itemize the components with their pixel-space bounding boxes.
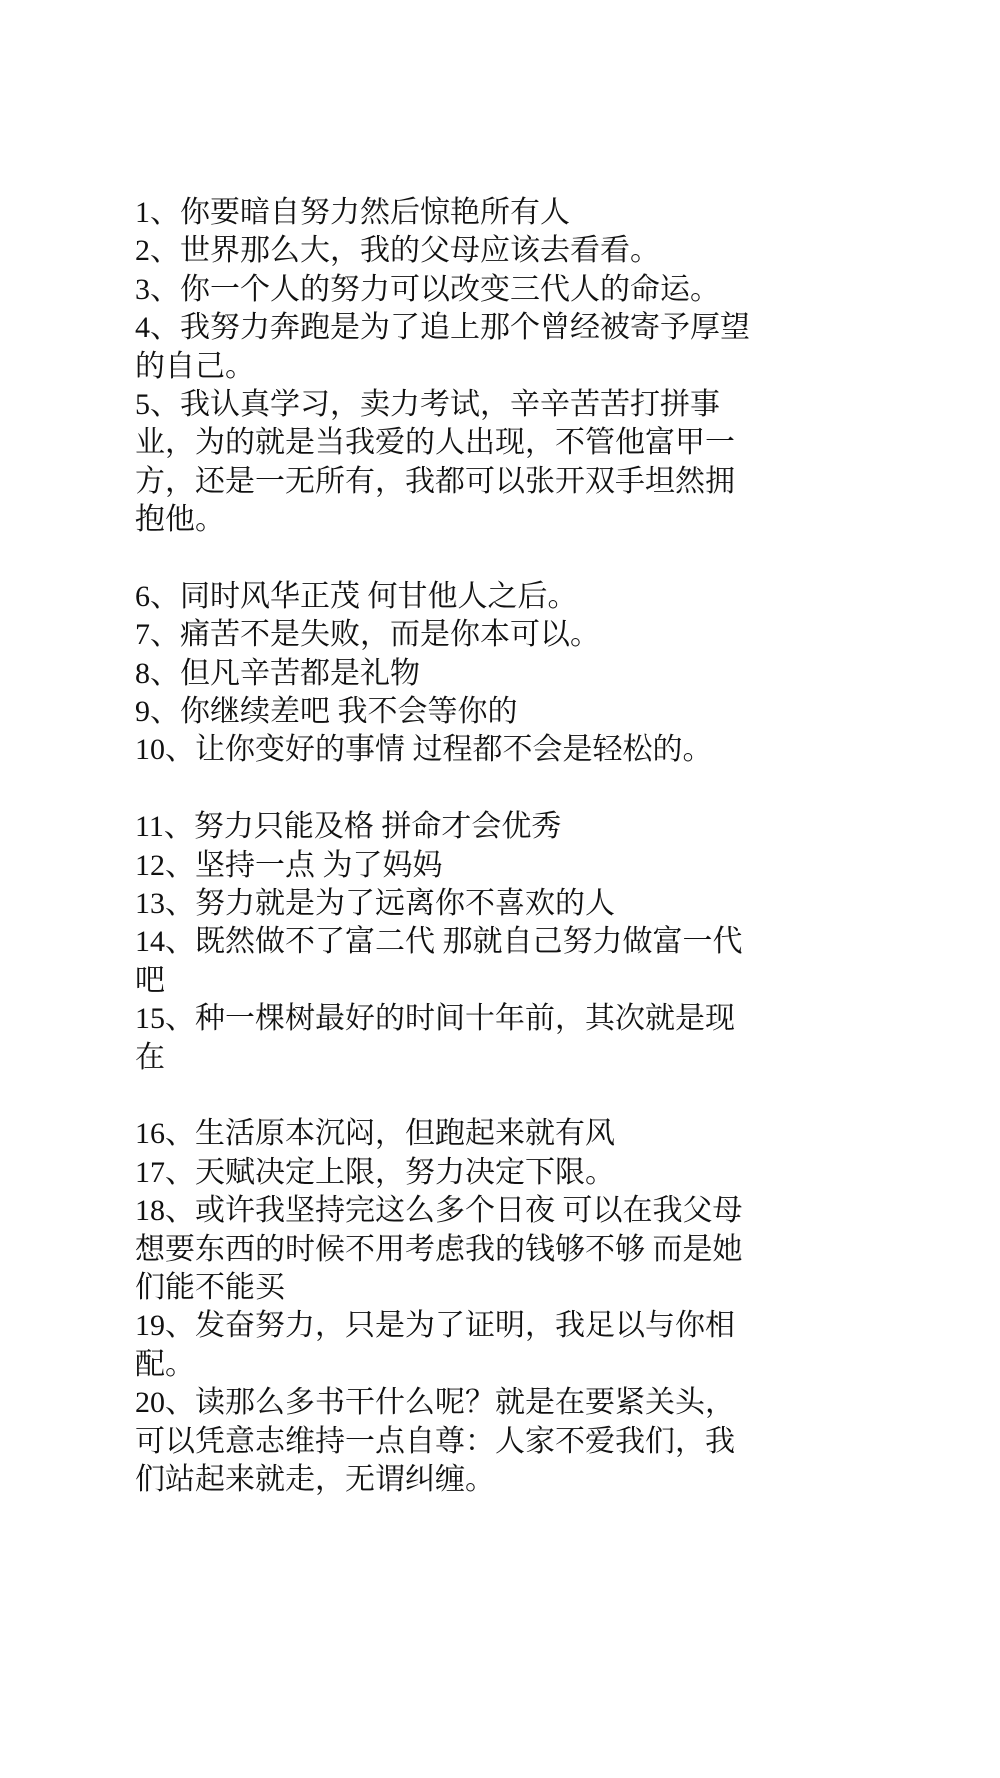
quote-item bbox=[135, 1307, 875, 1384]
quote-line: 方，还是一无所有，我都可以张开双手坦然拥 bbox=[135, 464, 735, 498]
quote-item bbox=[135, 1192, 875, 1307]
quote-item bbox=[135, 847, 875, 885]
quote-line: 20、读那么多书干什么呢？就是在要紧关头， bbox=[135, 1386, 735, 1420]
quote-line: 5、我认真学习，卖力考试，辛辛苦苦打拼事 bbox=[135, 387, 720, 421]
quote-item bbox=[135, 693, 875, 731]
group-spacer bbox=[135, 770, 875, 808]
quote-line: 的自己。 bbox=[135, 349, 255, 383]
quote-line: 配。 bbox=[135, 1347, 195, 1381]
quote-item bbox=[135, 655, 875, 693]
quote-item bbox=[135, 1384, 875, 1499]
quote-line: 们站起来就走，无谓纠缠。 bbox=[135, 1462, 495, 1496]
quote-item bbox=[135, 1000, 875, 1077]
quote-line: 7、痛苦不是失败，而是你本可以。 bbox=[135, 618, 600, 652]
quote-line: 在 bbox=[135, 1040, 165, 1074]
quote-line: 8、但凡辛苦都是礼物 bbox=[135, 656, 420, 690]
quote-line: 2、世界那么大，我的父母应该去看看。 bbox=[135, 234, 660, 268]
quote-item bbox=[135, 885, 875, 923]
quote-line: 14、既然做不了富二代 那就自己努力做富一代 bbox=[135, 925, 743, 959]
quote-item bbox=[135, 194, 875, 232]
quote-group bbox=[135, 808, 875, 1077]
quote-item bbox=[135, 616, 875, 654]
quote-line: 3、你一个人的努力可以改变三代人的命运。 bbox=[135, 272, 720, 306]
quote-item bbox=[135, 1154, 875, 1192]
quote-line: 吧 bbox=[135, 963, 165, 997]
quote-item bbox=[135, 808, 875, 846]
quote-line: 可以凭意志维持一点自尊：人家不爱我们，我 bbox=[135, 1424, 735, 1458]
quote-item bbox=[135, 923, 875, 1000]
quote-line: 16、生活原本沉闷，但跑起来就有风 bbox=[135, 1117, 615, 1151]
quote-line: 1、你要暗自努力然后惊艳所有人 bbox=[135, 196, 570, 229]
quote-group bbox=[135, 578, 875, 770]
quote-group bbox=[135, 194, 875, 540]
quote-item bbox=[135, 271, 875, 309]
quote-line: 18、或许我坚持完这么多个日夜 可以在我父母 bbox=[135, 1194, 743, 1228]
quote-item bbox=[135, 386, 875, 540]
quote-line: 12、坚持一点 为了妈妈 bbox=[135, 848, 443, 882]
quote-item bbox=[135, 232, 875, 270]
quote-group bbox=[135, 1115, 875, 1499]
quote-line: 15、种一棵树最好的时间十年前，其次就是现 bbox=[135, 1002, 735, 1036]
quote-item bbox=[135, 309, 875, 386]
quote-line: 6、同时风华正茂 何甘他人之后。 bbox=[135, 579, 578, 613]
quote-line: 9、你继续差吧 我不会等你的 bbox=[135, 695, 518, 729]
quote-line: 4、我努力奔跑是为了追上那个曾经被寄予厚望 bbox=[135, 311, 750, 345]
quote-document bbox=[135, 194, 875, 1499]
quote-line: 10、让你变好的事情 过程都不会是轻松的。 bbox=[135, 733, 713, 767]
quote-item bbox=[135, 578, 875, 616]
quote-item bbox=[135, 1115, 875, 1153]
quote-line: 19、发奋努力，只是为了证明，我足以与你相 bbox=[135, 1309, 735, 1343]
quote-item bbox=[135, 731, 875, 769]
quote-line: 17、天赋决定上限，努力决定下限。 bbox=[135, 1155, 615, 1189]
quote-line: 业，为的就是当我爱的人出现，不管他富甲一 bbox=[135, 426, 735, 460]
quote-line: 抱他。 bbox=[135, 503, 225, 537]
quote-line: 13、努力就是为了远离你不喜欢的人 bbox=[135, 887, 615, 921]
group-spacer bbox=[135, 1077, 875, 1115]
quote-line: 们能不能买 bbox=[135, 1270, 285, 1304]
group-spacer bbox=[135, 540, 875, 578]
quote-line: 想要东西的时候不用考虑我的钱够不够 而是她 bbox=[135, 1232, 743, 1266]
quote-line: 11、努力只能及格 拼命才会优秀 bbox=[135, 810, 562, 844]
